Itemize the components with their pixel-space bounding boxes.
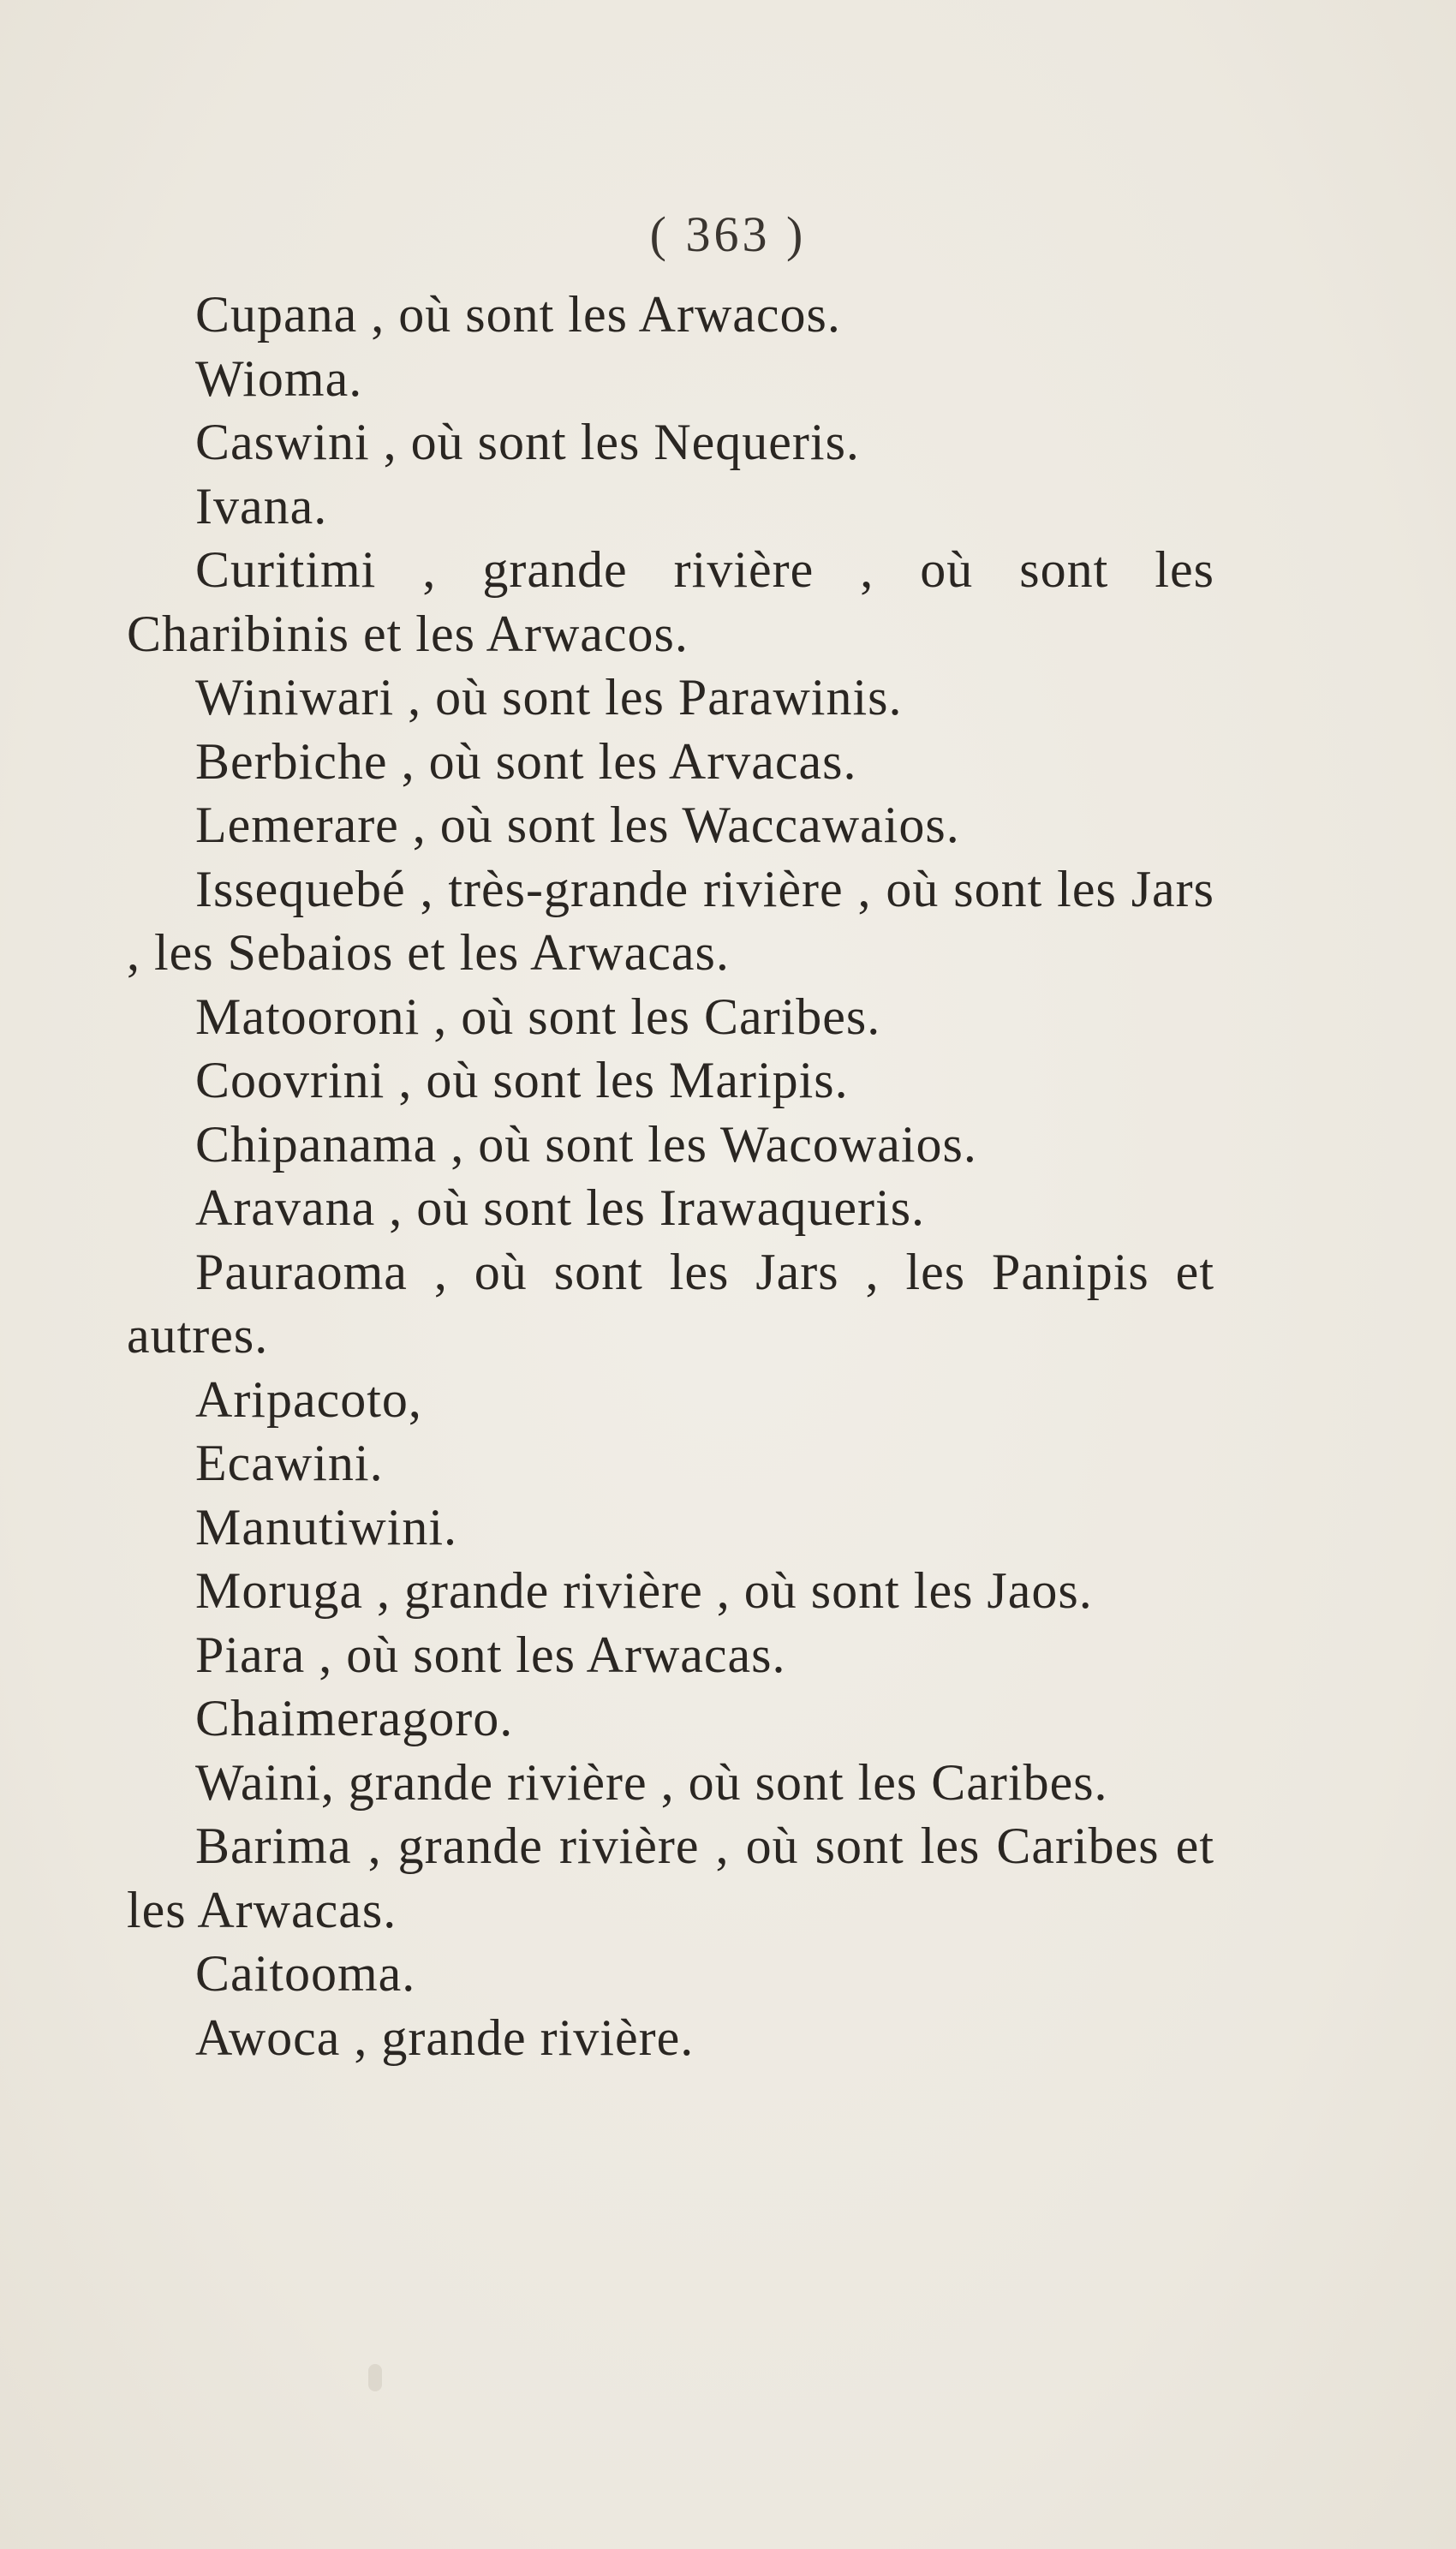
list-item: Berbiche , où sont les Arvacas.	[195, 732, 857, 790]
list-item: Manutiwini.	[195, 1498, 457, 1555]
list-item: Piara , où sont les Arwacas.	[195, 1626, 786, 1683]
list-item: Matooroni , où sont les Caribes.	[195, 988, 881, 1045]
page-number: ( 363 )	[649, 206, 807, 262]
list-item: Wioma.	[195, 349, 363, 407]
list-item: Pauraoma , où sont les Jars , les Panipis et autres.	[127, 1243, 1214, 1364]
list-item: Caswini , où sont les Nequeris.	[195, 414, 860, 470]
paper-stain	[368, 2364, 382, 2391]
list-item: Aripacoto,	[195, 1370, 422, 1428]
list-item: Issequebé , très-grande rivière , où sont les Jars , les Sebaios et les Arwacas.	[127, 860, 1214, 981]
list-item: Aravana , où sont les Irawaqueris.	[195, 1179, 926, 1236]
list-item: Ecawini.	[195, 1435, 384, 1491]
list-item: Cupana , où sont les Arwacos.	[195, 286, 841, 343]
list-item: Ivana.	[195, 477, 328, 534]
list-item: Moruga , grande rivière , où sont les Jaos.	[195, 1562, 1093, 1619]
list-item: Winiwari , où sont les Parawinis.	[195, 669, 903, 725]
list-item: Barima , grande rivière , où sont les Caribes et les Arwacas.	[127, 1818, 1214, 1938]
list-item: Curitimi , grande rivière , où sont les Charibinis et les Arwacos.	[127, 541, 1214, 662]
list-item: Chaimeragoro.	[195, 1690, 514, 1746]
list-item: Lemerare , où sont les Waccawaios.	[195, 797, 960, 853]
list-item: Awoca , grande rivière.	[195, 2009, 695, 2066]
list-item: Coovrini , où sont les Maripis.	[195, 1052, 849, 1108]
river-list	[127, 283, 1214, 2069]
list-item: Chipanama , où sont les Wacowaios.	[195, 1115, 977, 1173]
list-item: Waini, grande rivière , où sont les Caribes.	[195, 1753, 1108, 1811]
list-item: Caitooma.	[195, 1945, 416, 2002]
